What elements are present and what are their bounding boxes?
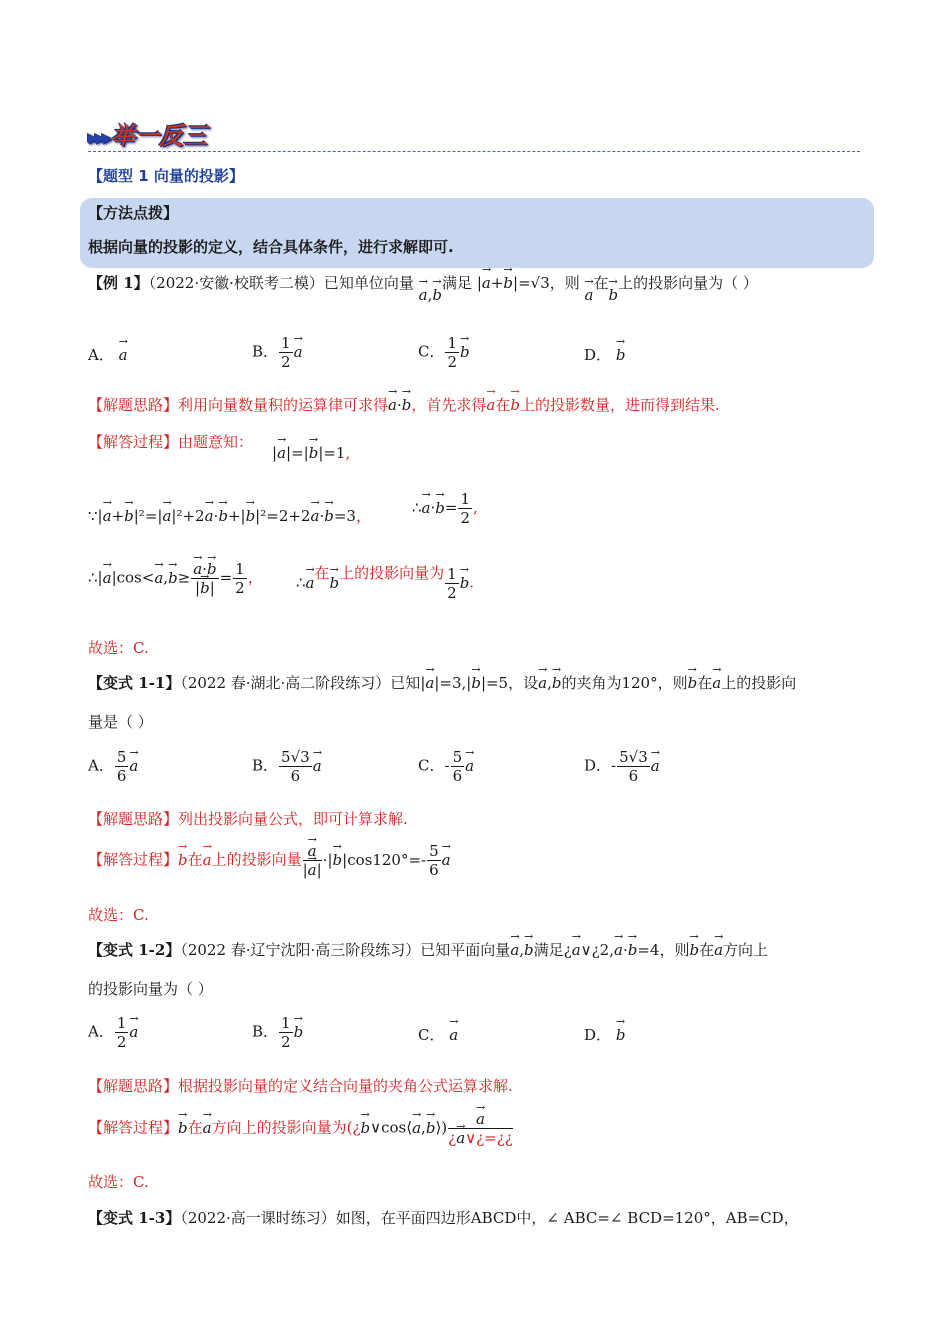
variant11-stem: 【变式 1-1】（2022 春·湖北·高二阶段练习）已知|→ a|=3,|→ b|=5，设→ a,→ b的夹角为120°，则→ b在→ a上的投影向 bbox=[88, 672, 796, 693]
variant11-option-b[interactable]: B． $\frac{5√3}{6}$ → a bbox=[252, 748, 322, 785]
example1-option-b[interactable]: B． $\frac{1}{2}$ → a bbox=[252, 334, 303, 371]
variant12-idea: 【解题思路】根据投影向量的定义结合向量的夹角公式运算求解. bbox=[88, 1077, 513, 1095]
variant12-stem-line2: 的投影向量为（ ） bbox=[88, 980, 213, 998]
variant11-option-d[interactable]: D．- $\frac{5√3}{6}$ → a bbox=[584, 748, 660, 785]
variant12-process: 【解答过程】→ b在→ a方向上的投影向量为(¿→ b∨cos⟨→ a,→ b⟩) → $\frac{a}{¿\to a\vee¿=¿¿}$ bbox=[88, 1110, 514, 1147]
variant11-answer: 故选：C. bbox=[88, 906, 149, 924]
variant12-option-d[interactable]: D． → b bbox=[584, 1024, 625, 1045]
example1-stem-d: 在 bbox=[593, 274, 609, 292]
example1-option-a[interactable]: A． → a bbox=[88, 344, 128, 365]
variant11-idea: 【解题思路】列出投影向量公式，即可计算求解. bbox=[88, 810, 408, 828]
section-title: 【题型 1 向量的投影】 bbox=[88, 167, 244, 185]
example1-process-label: 【解答过程】由题意知： bbox=[88, 433, 254, 451]
variant11-option-a[interactable]: A． $\frac{5}{6}$ → a bbox=[88, 748, 138, 785]
example1-answer: 故选：C. bbox=[88, 639, 149, 657]
variant12-option-c[interactable]: C． → a bbox=[418, 1024, 458, 1045]
example1-line4-result: ∴→ a在→ b上的投影向量为 $\frac{1}{2}$ → b. bbox=[296, 565, 474, 602]
example1-label: 【例 1】 bbox=[88, 274, 149, 292]
variant12-stem: 【变式 1-2】（2022 春·辽宁沈阳·高三阶段练习）已知平面向量→ a,→ b满足¿→ a∨¿2,→ a·→ b=4，则→ b在→ a方向上 bbox=[88, 939, 768, 960]
example1-stem-e: 上的投影向量为（ ） bbox=[618, 274, 758, 292]
example1-stem-b: 满足 bbox=[442, 274, 473, 292]
variant11-option-c[interactable]: C．- $\frac{5}{6}$ → a bbox=[418, 748, 474, 785]
method-body: 根据向量的投影的定义，结合具体条件，进行求解即可. bbox=[88, 238, 454, 256]
method-title: 【方法点拨】 bbox=[88, 204, 179, 222]
example1-stem-c: ，则 bbox=[549, 274, 580, 292]
variant11-stem-line2: 量是（ ） bbox=[88, 713, 153, 731]
variant13-stem: 【变式 1-3】（2022·高一课时练习）如图，在平面四边形ABCD中，∠ ABC=∠ BCD=120°，AB=CD， bbox=[88, 1209, 799, 1227]
divider bbox=[88, 151, 860, 152]
example1-source: （2022·安徽·校联考二模）已知单位向量 bbox=[148, 274, 414, 292]
example1-line2: |→ a|=|→ b|=1, bbox=[272, 444, 350, 462]
section-banner bbox=[88, 116, 207, 151]
triple-arrow-icon: ▸▸▸ bbox=[88, 125, 110, 149]
example1-option-d[interactable]: D． → b bbox=[584, 344, 625, 365]
variant11-process: 【解答过程】→ b在→ a上的投影向量 → $\frac{a}{|\to a|}$ ·|→ b|cos120°=- $\frac{5}{6}$ → a bbox=[88, 842, 451, 879]
method-box bbox=[80, 198, 874, 268]
example1-line4: ∴|→ a|cos<→ a,→ b≥ → $\frac{a\cdot\to b}{|\to b|}$ = $\frac{1}{2}$ ， bbox=[88, 560, 263, 597]
variant12-option-a[interactable]: A． $\frac{1}{2}$ → a bbox=[88, 1014, 138, 1051]
example1-stem: 【例 1】（2022·安徽·校联考二模）已知单位向量 → a,→ b满足 |→ a+→ b|=√3，则 → a在→ b上的投影向量为（ ） bbox=[88, 272, 758, 293]
banner-title: 举一反三 bbox=[111, 122, 208, 150]
variant12-option-b[interactable]: B． $\frac{1}{2}$ → b bbox=[252, 1014, 303, 1051]
example1-line3-result: ∴→ a·→ b= $\frac{1}{2}$ , bbox=[412, 490, 478, 527]
example1-line3: ∵|→ a+→ b|²=|→ a|²+2→ a·→ b+|→ b|²=2+2→ a·→ b=3， bbox=[88, 505, 371, 526]
variant12-answer: 故选：C. bbox=[88, 1173, 149, 1191]
example1-option-c[interactable]: C． $\frac{1}{2}$ → b bbox=[418, 334, 470, 371]
example1-idea: 【解题思路】利用向量数量积的运算律可求得→ a·→ b，首先求得→ a在→ b上的投影数量，进而得到结果. bbox=[88, 394, 720, 415]
